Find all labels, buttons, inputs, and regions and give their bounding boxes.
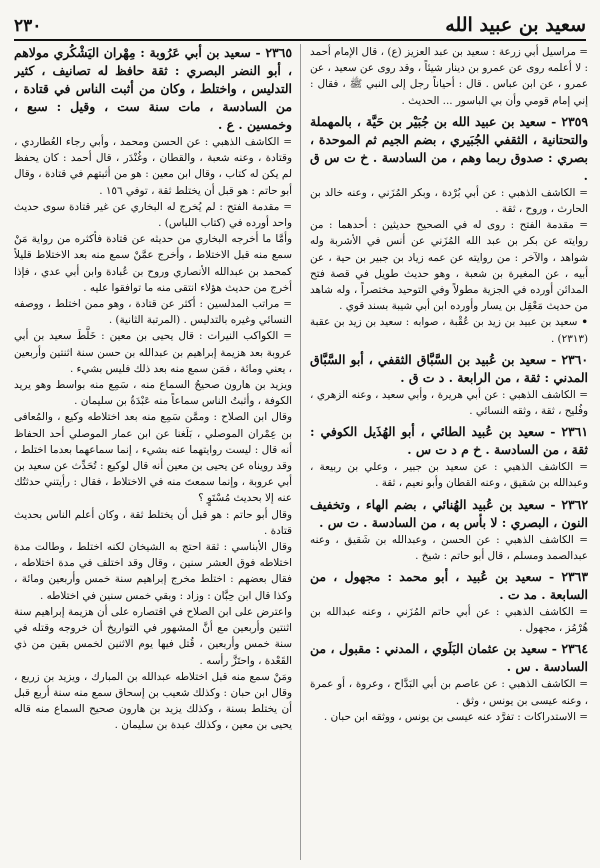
- column-divider: [300, 44, 301, 860]
- entry-note: = الكاشف الذهبي : عن أبي حاتم المُزَني ، وعنه عبدالله بن هُرْمُز ، مجهول .: [310, 606, 588, 635]
- entry-heading: ٢٣٦٤ - سعيد بن عثمان البَلَوي ، المدني : مقبول ، من السادسة . س .: [310, 641, 588, 675]
- entry-note: وأمَّا ما أخرجه البخاري من حديثه عن قتادة فأكثره من رواية مَنْ سمع منه قبل الاختلاط ، وأخرج عمَّنْ سمع منه بعد الاختلاط قليلاً كمحمد بن عبدالله الأنصاري وروح بن عُبادة وابن أبي عدي ، فإذا أخرج من حديث هؤلاء انتقى منه ما توافقوا عليه .: [14, 233, 292, 294]
- entry-heading: ٢٣٦٠ - سعيد بن عُبيد بن السَّبَّاق الثقفي ، أبو السَّبَّاق المدني : ثقة ، من الرابعة . د ت ق .: [310, 351, 588, 385]
- entry-note: واعترض على ابن الصلاح في اقتصاره على أن هزيمة إبراهيم سنة اثنتين وأربعين مع أنَّ المشهور في التواريخ أن خروجه وقتله في سنة خمس وأربعين ، قُتل فيها يوم الاثنين لخمس بقين من ذي القَعْدة ، واحتَزَّ رأسه .: [14, 605, 292, 667]
- biography-entry: [310, 44, 588, 109]
- entry-note: وقال أبو حاتم : هو قبل أن يختلط ثقة ، وكان أعلم الناس بحديث قتادة .: [14, 508, 292, 537]
- left-column: [14, 44, 292, 862]
- page-number: ٢٣٠: [14, 16, 42, 36]
- entry-note: = الكاشف الذهبي : عن سعيد بن جبير ، وعلي بن ربيعة ، وعبدالله بن شقيق ، وعنه القطان وأبو نعيم ، ثقة .: [310, 461, 588, 490]
- entry-heading: ٢٣٦١ - سعيد بن عُبيد الطائي ، أبو الهُذَيل الكوفي : ثقة ، من السادسة . خ م د ت س .: [310, 424, 588, 458]
- entry-note: = الاستدراكات : تفرَّد عنه عيسى بن يونس ، ووثقه ابن حبان .: [323, 710, 588, 723]
- entry-note: = مقدمة الفتح : روى له في الصحيح حديثين : أحدهما : من روايته عن بكر بن عبد الله المُزَني عن أنس في الأشربة وله شواهد ، والآخر : من روايته عن عمه زياد بن جبير بن حية ، عن أبيه ، عن المغيرة بن شعبة ، وهو حديث طويل في قصة فتح المدائن أورده في الجزية مطولاً وفي التوحيد مختصراً ، وله شاهد من حديث مَعْقِل بن يسار وأورده ابن أبي شيبة بسند قوي .: [310, 219, 588, 313]
- entry-note: = الكاشف الذهبي : عن أبي بُرْدة ، وبكر المُزَني ، وعنه خالد بن الحارث ، وروح ، ثقة .: [310, 186, 588, 216]
- biography-entry: [14, 44, 292, 734]
- entry-note: وقال ابن الصلاح : وممَّن سَمِع منه بعد اختلاطه وكيع ، والمُعافى بن عِمْران الموصلي ، بَلَغنا عن ابن عمار الموصلي أحد الحفاظ أنه قال : ليست روايتهما عنه بشيء ، إنما سماعهما بعدما اختلط ، وقد رويناه عن يحيى بن معين أنه قال لوكيع : تُحَدِّث عن سعيد بن أبي عروبة ، وإنما سمعتَ منه في الاختلاط ، فقال : رأيتني حدثتُك عنه إلا بحديث مُسْتَوٍ ؟: [14, 411, 292, 505]
- biography-entry: [310, 423, 588, 491]
- entry-heading: ٢٣٦٥ - سعيد بن أبي عَرُوبة : مِهْران اليَشْكُري مولاهم ، أبو النضر البصري : ثقة حافظ له تصانيف ، كثير التدليس ، واختلط ، وكان من أثبت الناس في قتادة ، من السادسة ، مات سنة ست ، وقيل : سبع ، وخمسين . ع .: [14, 45, 292, 132]
- entry-note: = مراتب المدلسين : أكثر عن قتادة ، وهو ممن اختلط ، ووصفه النسائي وغيره بالتدليس . (المرتبة الثانية) .: [14, 298, 292, 327]
- entry-note: وقال الأبناسي : ثقة احتج به الشيخان لكنه اختلط ، وطالت مدة اختلاطه فوق العشر سنين ، وقال وقد اختلف في مدة اختلاطه ، فقال بعضهم : اختلط مخرج إبراهيم سنة خمس وأربعين ومائة ، وكذا قال ابن حِبَّان : وزاد : وبقي خمس سنين في اختلاطه .: [14, 541, 292, 602]
- entry-note: = الكواكب النيرات : قال يحيى بن معين : خَلَّطَ سعيد بن أبي عروبة بعد هزيمة إبراهيم بن عبدالله بن حسن سنة اثنتين وأربعين ، يعني ومائة ، فمَن سمع منه بعد ذلك فليس بشيء .: [14, 330, 292, 375]
- entry-heading: ٢٣٥٩ - سعيد بن عبيد الله بن جُبَيْر بن حَيَّة ، بالمهملة والتحتانية ، الثقفي الجُبَيري ، بضم الجيم ثم الموحدة ، بصري : صدوق ربما وهم ، من السادسة . خ ت س ق .: [310, 113, 588, 183]
- entry-note: ويزيد بن هارون صحيحُ السماع منه ، سَمِع منه بواسط وهو يريد الكوفة ، وأثبتُ الناس سماعاً منه عَبْدَةُ بن سليمان .: [14, 379, 292, 408]
- page-header: [14, 6, 586, 41]
- entry-note: = الكاشف الذهبي : عن الحسن ومحمد ، وأبي رجاء العُطاردي ، وقتادة ، وعنه شعبة ، والقطان ، وغُنْدَر ، قال أحمد : كان يحفظ لم يكن له كتاب ، وقال ابن معين : هو من أثبتهم في قتادة ، وقال أبو حاتم : هو قبل أن يختلط ثقة ، توفي ١٥٦ .: [14, 136, 292, 197]
- entry-note: = الكاشف الذهبي : عن الحسن ، وعبدالله بن شَقيق ، وعنه عبدالصمد ومسلم ، قال أبو حاتم : شيخ .: [310, 533, 588, 562]
- running-title: سعيد بن عبيد الله: [445, 14, 586, 36]
- biography-entry: [310, 351, 588, 419]
- entry-note: = مراسيل أبي زرعة : سعيد بن عبد العزيز (ع) ، قال الإمام أحمد : لا أعلمه روى عن عمرو بن دينار شيئاً ، وقد روى عن سعيد ، عن عمرو ، عن ابن عباس . قال : أحياناً رجل إلى النبي ﷺ ، فقال : إني إمام قومي وأن بي الباسور ... الحديث .: [310, 46, 588, 107]
- entry-heading: ٢٣٦٢ - سعيد بن عُبيد الهُنائي ، بضم الهاء ، وتخفيف النون ، البصري : لا بأس به ، من السادسة . ت س .: [310, 496, 588, 530]
- cross-reference-note: • سعيد بن عبيد بن زيد بن عُقْبة ، صوابه : سعيد بن زيد بن عقبة (٢٣١٣) .: [310, 314, 588, 346]
- biography-entry: [310, 113, 588, 347]
- entry-heading: ٢٣٦٣ - سعيد بن عُبيد ، أبو محمد : مجهول ، من السابعة . مد ت .: [310, 569, 588, 603]
- biography-entry: [310, 496, 588, 564]
- right-column: [310, 44, 588, 862]
- biography-entry: [310, 640, 588, 725]
- entry-note: = مقدمة الفتح : لم يُخرج له البخاري عن غير قتادة سوى حديث واحد أورده في (كتاب اللباس) .: [14, 200, 292, 230]
- biography-entry: [310, 568, 588, 636]
- entry-note: ومَنْ سمع منه قبل اختلاطه عبدالله بن المبارك ، ويزيد بن زريع ، وقال ابن حبان : وكذلك شعيب بن إسحاق سمع منه سنة أربع قبل أن يختلط بسنة ، وكذلك يزيد بن هارون صحيح السماع منه قاله يحيى بن معين ، وكذلك عبدة بن سليمان .: [14, 670, 292, 732]
- entry-note: = الكاشف الذهبي : عن أبي هريرة ، وأبي سعيد ، وعنه الزهري ، وفُليح ، ثقة ، وثقه النسائي .: [310, 388, 588, 418]
- entry-note: = الكاشف الذهبي : عن عاصم بن أبي البَدَّاح ، وعروة ، أو عمرة ، وعنه عيسى بن يونس ، وثق .: [310, 678, 588, 707]
